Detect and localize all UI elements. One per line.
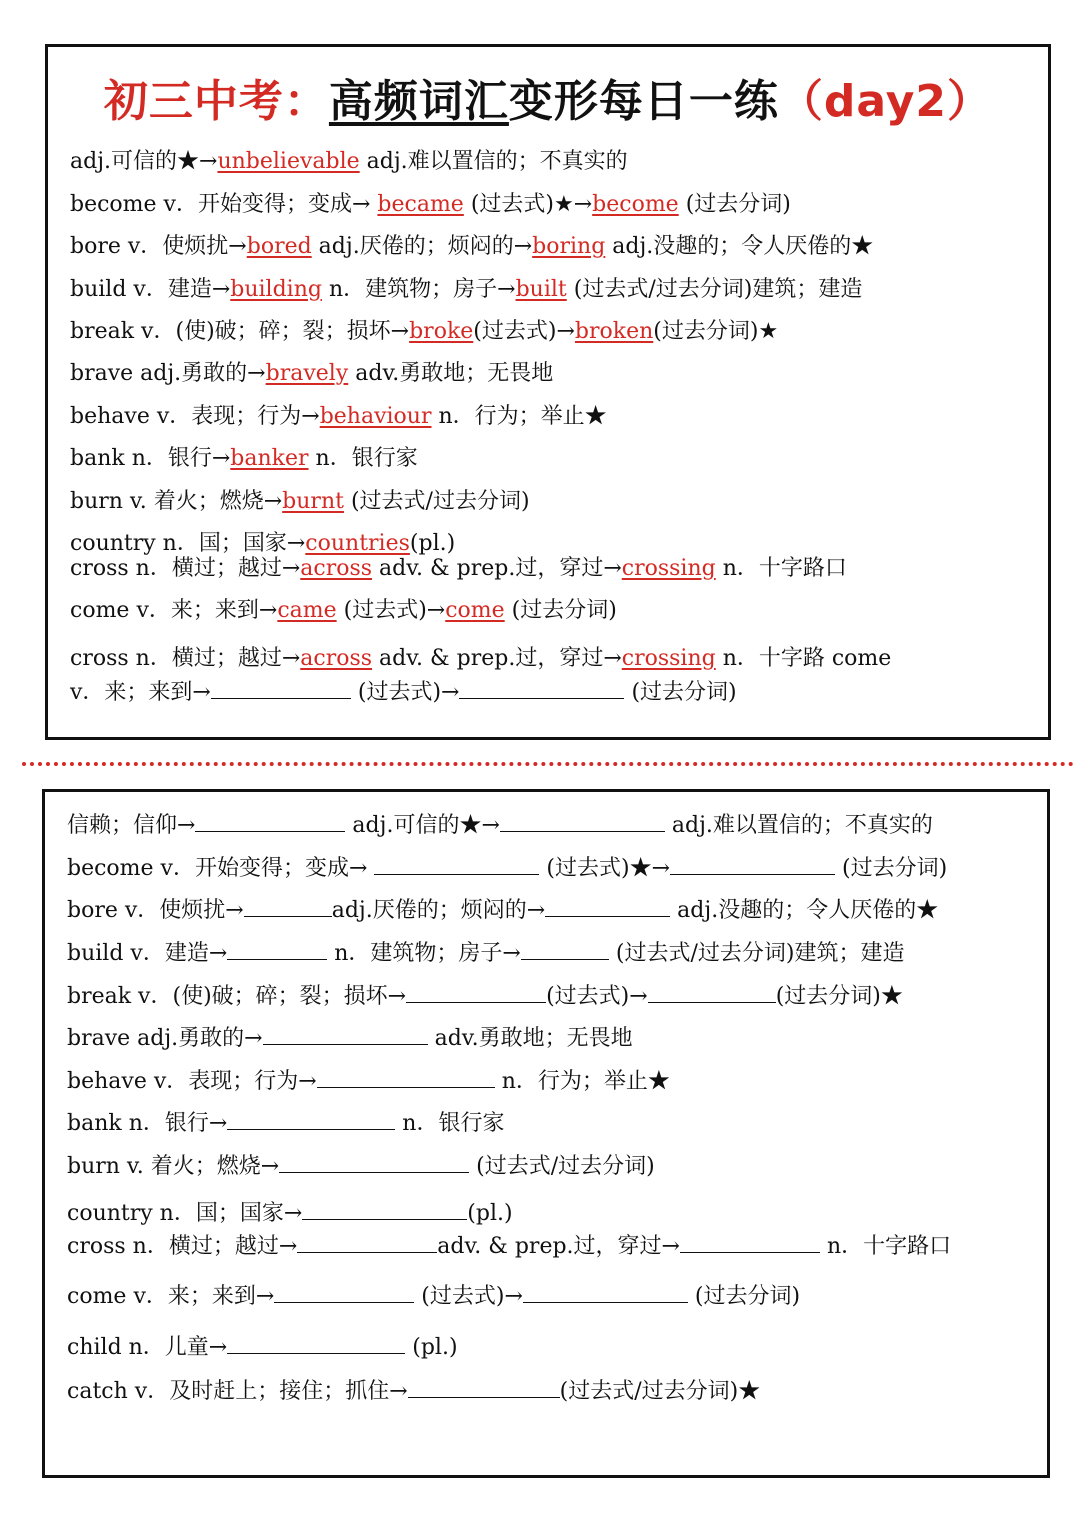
- answer-key-box: [45, 44, 1051, 740]
- title-prefix: 初三中考：: [103, 76, 329, 127]
- dotted-divider: [22, 762, 1074, 766]
- exercise-line: become v．开始变得；变成→ (过去式)★→ (过去分词): [67, 856, 948, 881]
- exercise-line: build v．建造→ n．建筑物；房子→ (过去式/过去分词)建筑；建造: [67, 941, 905, 966]
- answer-blank[interactable]: [408, 1377, 560, 1398]
- exercise-line: v．来；来到→ (过去式)→ (过去分词): [70, 680, 737, 705]
- answer-line: behave v．表现；行为→behaviour n．行为；举止★: [70, 404, 607, 429]
- answer-line: cross n．横过；越过→across adv. & prep.过，穿过→crossing n．十字路口: [70, 556, 847, 581]
- title-underlined: 高频词汇: [328, 76, 509, 127]
- title-day: （day2）: [778, 76, 993, 127]
- exercise-line: catch v．及时赶上；接住；抓住→ (过去式/过去分词)★: [67, 1379, 761, 1404]
- exercise-line: break v．(使)破；碎；裂；损坏→ (过去式)→ (过去分词)★: [67, 984, 903, 1009]
- answer-blank[interactable]: [227, 1333, 405, 1354]
- answer-line: bore v．使烦扰→bored adj.厌倦的；烦闷的→boring adj.没趣的；令人厌倦的★: [70, 234, 874, 259]
- answer-line: country n．国；国家→countries(pl.): [70, 531, 456, 556]
- answer-blank[interactable]: [670, 854, 835, 875]
- answer-blank[interactable]: [244, 896, 332, 917]
- answer-blank[interactable]: [195, 811, 345, 832]
- exercise-line: behave v．表现；行为→ n．行为；举止★: [67, 1069, 670, 1094]
- exercise-line: brave adj.勇敢的→ adv.勇敢地；无畏地: [67, 1026, 633, 1051]
- answer-line: adj.可信的★→unbelievable adj.难以置信的；不真实的: [70, 149, 628, 174]
- answer-blank[interactable]: [263, 1024, 428, 1045]
- answer-blank[interactable]: [545, 896, 670, 917]
- answer-line: bank n．银行→banker n．银行家: [70, 446, 418, 471]
- exercise-line: cross n．横过；越过→ adv. & prep.过，穿过→ n．十字路口: [67, 1234, 952, 1259]
- answer-line: cross n．横过；越过→across adv. & prep.过，穿过→crossing n．十字路 come: [70, 646, 892, 671]
- answer-line: break v．(使)破；碎；裂；损坏→broke(过去式)→broken(过去分词)★: [70, 319, 779, 344]
- answer-blank[interactable]: [648, 982, 776, 1003]
- answer-blank[interactable]: [523, 1282, 688, 1303]
- answer-line: become v．开始变得；变成→ became (过去式)★→become (过去分词): [70, 192, 791, 217]
- answer-blank[interactable]: [279, 1152, 469, 1173]
- answer-blank[interactable]: [500, 811, 665, 832]
- answer-line: come v．来；来到→came (过去式)→come (过去分词): [70, 598, 617, 623]
- answer-blank[interactable]: [274, 1282, 414, 1303]
- exercise-box: [42, 789, 1050, 1478]
- answer-blank[interactable]: [406, 982, 546, 1003]
- page-title: [48, 65, 1048, 129]
- exercise-line: country n．国；国家→ (pl.): [67, 1201, 513, 1226]
- exercise-line: 信赖；信仰→ adj.可信的★→ adj.难以置信的；不真实的: [67, 813, 933, 838]
- exercise-line: burn v. 着火；燃烧→ (过去式/过去分词): [67, 1154, 655, 1179]
- answer-line: build v．建造→building n．建筑物；房子→built (过去式/过去分词)建筑；建造: [70, 277, 863, 302]
- answer-blank[interactable]: [459, 678, 624, 699]
- answer-blank[interactable]: [302, 1199, 467, 1220]
- title-middle: 变形每日一练: [508, 76, 779, 127]
- answer-line: burn v. 着火；燃烧→burnt (过去式/过去分词): [70, 489, 530, 514]
- exercise-line: bore v．使烦扰→ adj.厌倦的；烦闷的→ adj.没趣的；令人厌倦的★: [67, 898, 939, 923]
- answer-blank[interactable]: [227, 1109, 395, 1130]
- exercise-line: bank n．银行→ n．银行家: [67, 1111, 505, 1136]
- answer-blank[interactable]: [227, 939, 327, 960]
- answer-blank[interactable]: [297, 1232, 437, 1253]
- answer-line: brave adj.勇敢的→bravely adv.勇敢地；无畏地: [70, 361, 554, 386]
- answer-blank[interactable]: [374, 854, 539, 875]
- answer-blank[interactable]: [317, 1067, 495, 1088]
- answer-blank[interactable]: [680, 1232, 820, 1253]
- answer-blank[interactable]: [521, 939, 609, 960]
- exercise-line: child n．儿童→ (pl.): [67, 1335, 458, 1360]
- answer-blank[interactable]: [211, 678, 351, 699]
- exercise-line: come v．来；来到→ (过去式)→ (过去分词): [67, 1284, 801, 1309]
